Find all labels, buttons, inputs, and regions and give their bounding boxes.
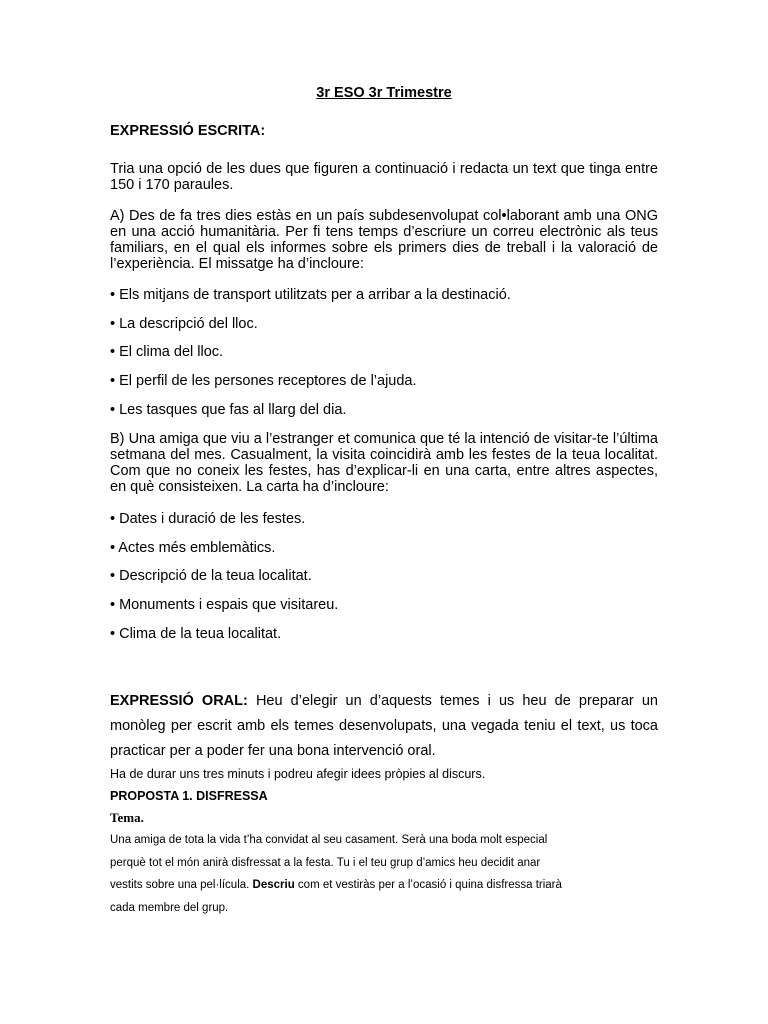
option-a-bullet: • La descripció del lloc.: [110, 316, 258, 332]
escrita-heading: EXPRESSIÓ ESCRITA:: [110, 123, 266, 139]
option-b-bullet: • Dates i duració de les festes.: [110, 511, 306, 527]
oral-paragraph: [110, 689, 658, 764]
option-b-bullet: • Clima de la teua localitat.: [110, 626, 282, 642]
tema-line: Una amiga de tota la vida t’ha convidat al seu casament. Serà una boda molt especial: [110, 834, 548, 846]
oral-heading: EXPRESSIÓ ORAL:: [110, 693, 248, 709]
document-title: 3r ESO 3r Trimestre: [316, 85, 452, 101]
tema-line3-pre: vestits sobre una pel·lícula.: [110, 879, 253, 891]
tema-line: cada membre del grup.: [110, 901, 229, 914]
option-a-bullet: • El clima del lloc.: [110, 344, 224, 360]
option-b-paragraph: B) Una amiga que viu a l’estranger et comunica que té la intenció de visitar-te l’última setmana del mes. Casualment, la visita coincidirà amb les festes de la teua localitat. Com que no coneix les festes, has d’explicar-li en una carta, entre altres aspectes, en què consisteixen. La carta ha d’incloure:: [110, 431, 658, 495]
option-a-bullet: • El perfil de les persones receptores de l’ajuda.: [110, 373, 417, 389]
intro-paragraph: Tria una opció de les dues que figuren a continuació i redacta un text que tinga entre 150 i 170 paraules.: [110, 161, 658, 193]
option-b-bullet: • Actes més emblemàtics.: [110, 540, 276, 556]
option-b-bullet: • Descripció de la teua localitat.: [110, 568, 312, 584]
tema-line3-post: com et vestiràs per a l’ocasió i quina disfressa triarà: [294, 879, 562, 891]
tema-line3-bold: Descriu: [252, 879, 295, 891]
oral-text: Heu d’elegir un d’aquests temes i us heu de preparar un monòleg per escrit amb els temes desenvolupats, una vegada teniu el text, us toca practicar per a poder fer una bona intervenció oral.: [110, 693, 658, 759]
proposta-title: PROPOSTA 1. DISFRESSA: [110, 789, 268, 803]
option-b-bullet: • Monuments i espais que visitareu.: [110, 597, 339, 613]
option-a-paragraph: A) Des de fa tres dies estàs en un país subdesenvolupat col•laborant amb una ONG en una acció humanitària. Per fi tens temps d’escriure un correu electrònic als teus familiars, en el qual els informes sobre els primers dies de treball i la valoració de l’experiència. El missatge ha d’incloure:: [110, 208, 658, 272]
option-a-bullet: • Les tasques que fas al llarg del dia.: [110, 402, 347, 418]
tema-line: perquè tot el món anirà disfressat a la festa. Tu i el teu grup d’amics heu decidit anar: [110, 856, 541, 869]
option-a-bullet: • Els mitjans de transport utilitzats per a arribar a la destinació.: [110, 287, 511, 303]
oral-note: Ha de durar uns tres minuts i podreu afegir idees pròpies al discurs.: [110, 767, 486, 781]
tema-line: [110, 874, 640, 897]
tema-label: Tema.: [110, 810, 144, 825]
tema-body: [110, 829, 640, 919]
